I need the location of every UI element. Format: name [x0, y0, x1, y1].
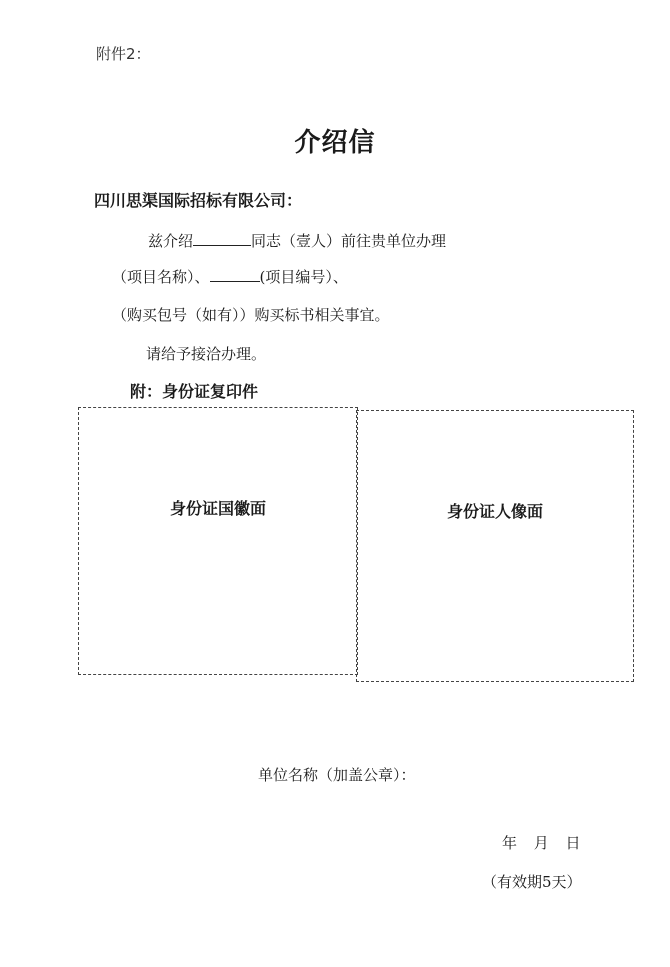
page-title: 介绍信: [294, 128, 376, 158]
body-line-3: （购买包号（如有））购买标书相关事宜。: [112, 306, 390, 324]
id-card-front-label: 身份证国徽面: [169, 499, 266, 518]
id-card-front-box: [78, 407, 358, 675]
validity-note: （有效期5天）: [482, 873, 582, 891]
line2-prefix: （项目名称）、: [112, 268, 210, 286]
id-card-back-label: 身份证人像面: [446, 502, 543, 521]
attachment-label: 附件2：: [96, 45, 151, 63]
project-number-blank: [210, 267, 260, 282]
unit-name-label: 单位名称（加盖公章）：: [258, 766, 416, 784]
body-line-2: [112, 266, 348, 287]
body-line-1: [148, 230, 446, 251]
line2-suffix: (项目编号）、: [259, 268, 348, 286]
date-line: 年 月 日: [502, 834, 581, 852]
attachment-heading: 附：身份证复印件: [130, 382, 259, 401]
body-line-4: 请给予接洽办理。: [146, 345, 267, 363]
addressee: 四川思渠国际招标有限公司：: [94, 191, 303, 210]
line1-prefix: 兹介绍: [148, 232, 194, 250]
id-card-back-box: [356, 410, 634, 682]
line1-suffix: 同志（壹人）前往贵单位办理: [251, 232, 447, 250]
name-blank: [193, 231, 251, 246]
